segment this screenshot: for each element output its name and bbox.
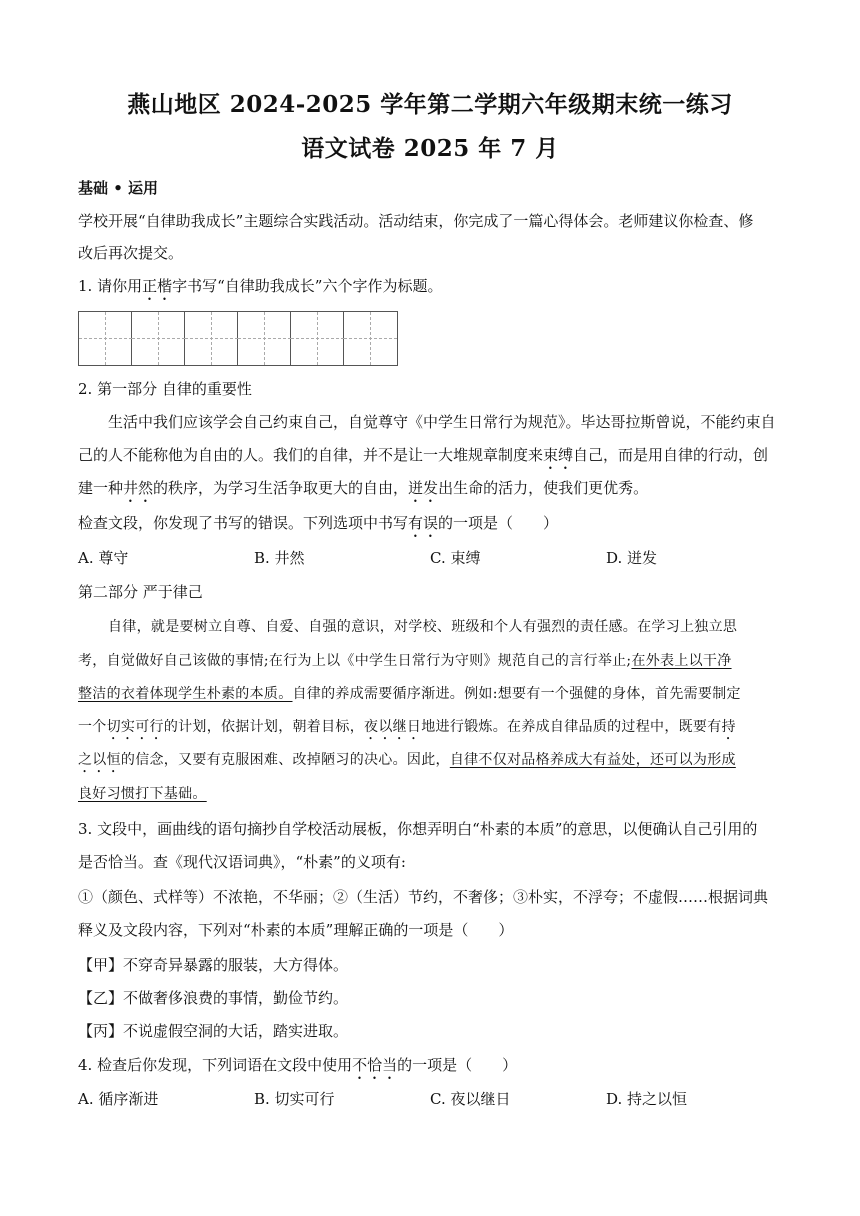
part2-l4-a: 一个 [78,719,107,735]
grid-cell[interactable] [79,312,132,365]
q4-option-a[interactable]: A. 循序渐进 [78,1090,159,1108]
q3-item-jia[interactable]: 【甲】不穿奇异暴露的服装，大方得体。 [78,956,349,974]
q3-item-yi[interactable]: 【乙】不做奢侈浪费的事情，勤俭节约。 [78,989,349,1007]
q2-p2-b: 自己，而是用自律的行动，创 [573,446,769,464]
part2-line-3 [78,684,784,704]
q4-option-b[interactable]: B. 切实可行 [254,1090,335,1108]
q2-option-d[interactable]: D. 迸发 [606,549,658,567]
exam-subtitle: 语文试卷 2025 年 7 月 [301,135,559,162]
q4-option-d[interactable]: D. 持之以恒 [606,1090,688,1108]
part2-l3-b: 自律的养成需要循序渐进。例如:想要有一个强健的身体，首先需要制定 [292,686,741,702]
part2-line-1: 自律，就是要树立自尊、自爱、自强的意识，对学校、班级和个人有强烈的责任感。在学习上独立思 [108,619,738,635]
q3-item-bing[interactable]: 【丙】不说虚假空洞的大话，踏实进取。 [78,1022,349,1040]
intro-line-1: 学校开展“自律助我成长”主题综合实践活动。活动结束，你完成了一篇心得体会。老师建议你检查、修 [78,212,754,230]
q2-p2-a: 己的人不能称他为自由的人。我们的自律，并不是让一大堆规章制度来 [78,446,544,464]
grid-cell[interactable] [344,312,397,365]
part2-l4-c: 地进行锻炼。在养成自律品质的过程中，既要有 [421,719,722,735]
section-heading: 基础 • 运用 [78,179,159,197]
q2-emphasis-youwu: 有误 [408,514,439,532]
part2-underline-2: 整洁的衣着体现学生朴素的本质。 [78,686,293,702]
part2-l4-b: 的计划，依据计划，朝着目标， [163,719,365,735]
part2-l5-a: 的信念，又要有克服困难、改掉陋习的决心。因此， [120,752,450,768]
question-3-line-3: ①（颜色、式样等）不浓艳，不华丽；②（生活）节约，不奢侈；③朴实，不浮夸；不虚假……根据词典 [78,888,769,906]
writing-grid[interactable] [78,311,398,366]
question-3-line-4: 释义及文段内容，下列对“朴素的本质”理解正确的一项是（ ） [78,921,514,939]
q2-paragraph-line-3 [78,478,784,506]
grid-cell[interactable] [291,312,344,365]
part2-line-4 [78,717,784,743]
part2-emphasis-zhiyiheng: 之以恒 [78,752,121,768]
q4-text-a: 4. 检查后你发现，下列词语在文段中使用 [78,1056,353,1074]
part2-l2-a: 考，自觉做好自己该做的事情;在行为上以《中学生日常行为守则》规范自己的言行举止; [78,653,632,669]
part2-underline-1: 在外表上以干净 [631,653,732,669]
q2-paragraph-line-2 [78,445,784,473]
part2-emphasis-qieshikexing: 切实可行 [106,719,164,735]
intro-line-2: 改后再次提交。 [78,244,184,262]
q2-emphasis-bengfa: 迸发 [408,479,439,497]
q2-option-a[interactable]: A. 尊守 [78,549,129,567]
part2-emphasis-yeyijiri: 夜以继日 [364,719,422,735]
q2-emphasis-shufu: 束缚 [543,446,574,464]
grid-cell[interactable] [185,312,238,365]
question-1 [78,276,784,304]
part2-line-5 [78,750,784,776]
question-3-line-1: 3. 文段中，画曲线的语句摘抄自学校活动展板，你想弄明白“朴素的本质”的意思，以便确认自己引用的 [78,820,758,838]
part2-underline-3: 自律不仅对品格养成大有益处，还可以为形成 [449,752,736,768]
part2-line-2 [78,651,784,671]
q4-emphasis: 不恰当 [352,1056,398,1074]
grid-cell[interactable] [238,312,291,365]
q4-option-c[interactable]: C. 夜以继日 [430,1090,511,1108]
q4-text-b: 的一项是（ ） [397,1056,518,1074]
question-3-line-2: 是否恰当。查《现代汉语词典》，“朴素”的义项有: [78,853,406,871]
part2-underline-4: 良好习惯打下基础。 [78,786,207,802]
q2-p3-c: 出生命的活力，使我们更优秀。 [438,479,649,497]
question-4 [78,1055,784,1083]
part2-emphasis-chi: 持 [721,719,736,735]
exam-title: 燕山地区 2024-2025 学年第二学期六年级期末统一练习 [127,91,733,118]
q2-ask-a: 检查文段，你发现了书写的错误。下列选项中书写 [78,514,409,532]
part2-line-6 [78,784,784,804]
q1-emphasis: 正楷 [142,277,173,295]
q2-p3-a: 建一种 [78,479,124,497]
q2-emphasis-jingran: 井然 [123,479,154,497]
question-2-heading: 2. 第一部分 自律的重要性 [78,380,252,398]
q2-option-c[interactable]: C. 束缚 [430,549,481,567]
q2-option-b[interactable]: B. 井然 [254,549,305,567]
grid-cell[interactable] [132,312,185,365]
q2-question [78,513,784,541]
q2-paragraph-line-1: 生活中我们应该学会自己约束自己，自觉尊守《中学生日常行为规范》。毕达哥拉斯曾说，不能约束自 [108,413,776,431]
q2-ask-b: 的一项是（ ） [438,514,559,532]
part-2-heading: 第二部分 严于律己 [78,583,203,601]
q1-text-a: 1. 请你用 [78,277,143,295]
q1-text-b: 字书写“自律助我成长”六个字作为标题。 [172,277,443,295]
q2-p3-b: 的秩序，为学习生活争取更大的自由， [153,479,409,497]
